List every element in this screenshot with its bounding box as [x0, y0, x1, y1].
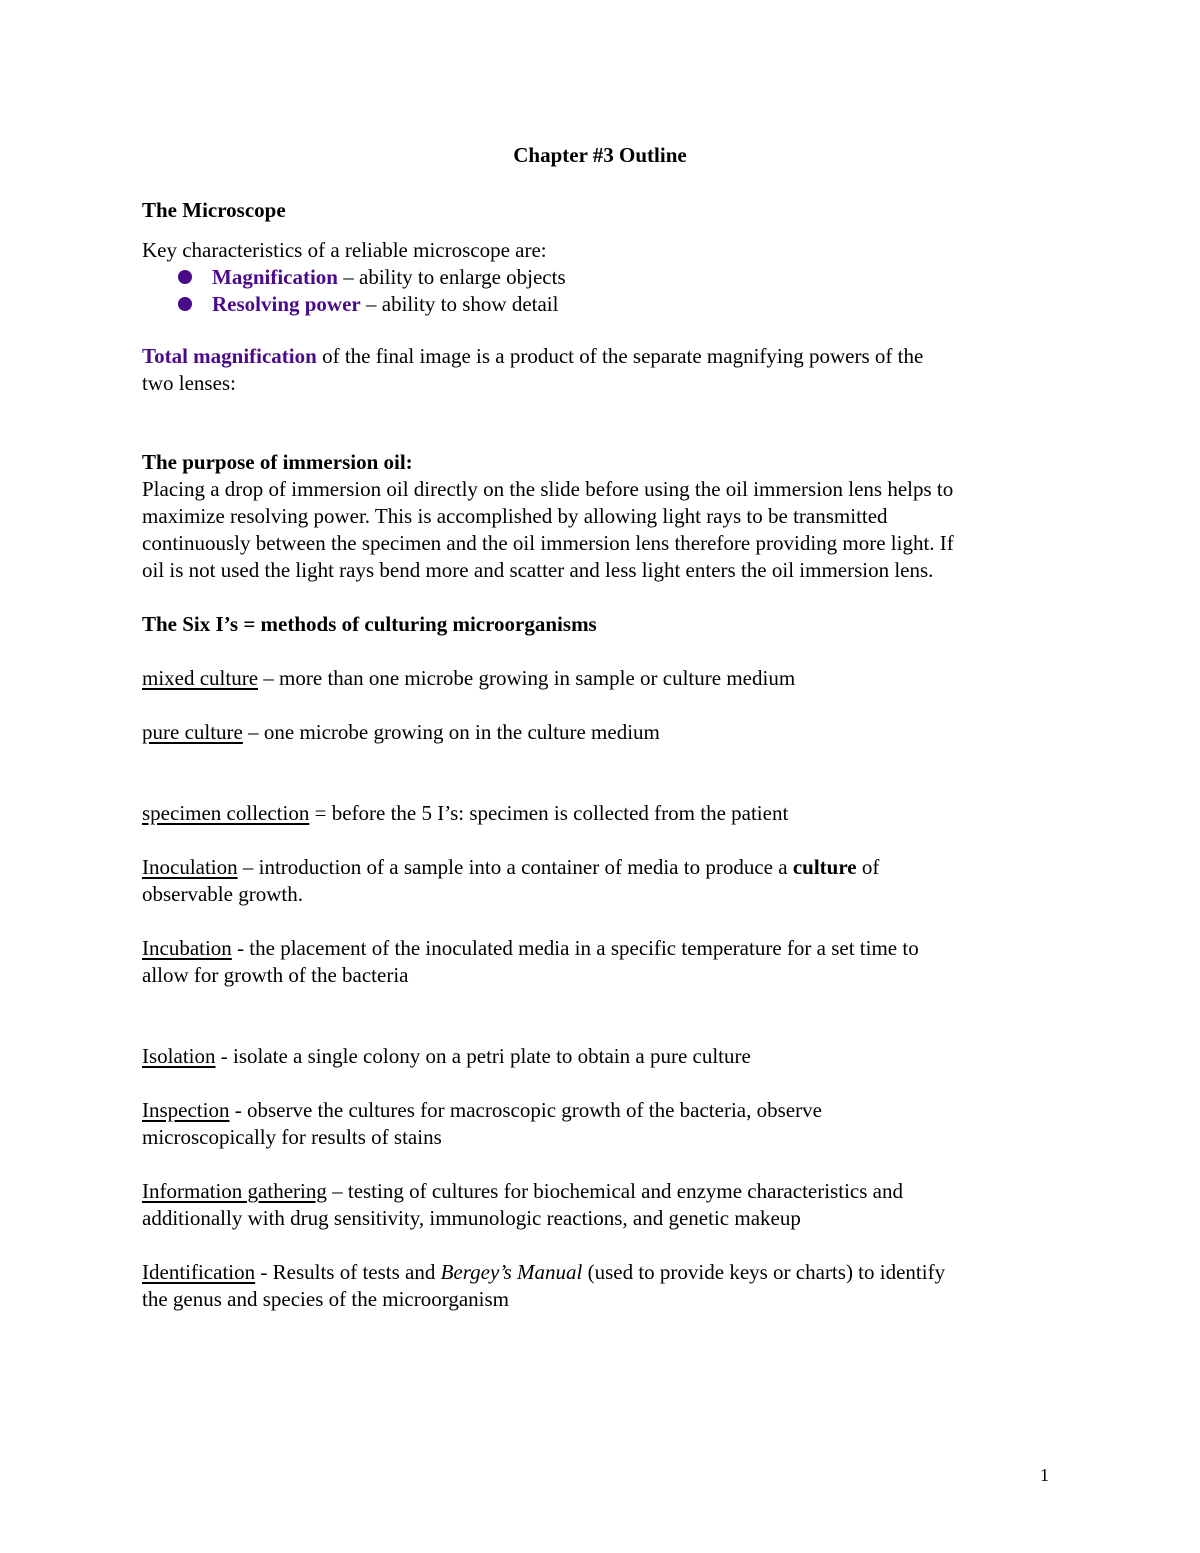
definition-identification-line2: the genus and species of the microorganism — [142, 1287, 510, 1311]
bullet-icon — [178, 297, 192, 311]
definition-term: pure culture — [142, 720, 243, 744]
definition-term: Incubation — [142, 936, 232, 960]
definition-incubation-line2: allow for growth of the bacteria — [142, 963, 409, 987]
definition-term: Inoculation — [142, 855, 238, 879]
six-is-heading: The Six I’s = methods of culturing microorganisms — [142, 612, 597, 636]
definition-term: Identification — [142, 1260, 256, 1284]
page-number: 1 — [1040, 1465, 1049, 1485]
bullet-item-resolving-power — [142, 291, 1072, 318]
microscope-intro: Key characteristics of a reliable microscope are: — [142, 238, 547, 262]
bullet-item-magnification — [142, 264, 1072, 291]
definition-term: specimen collection — [142, 801, 310, 825]
microscope-heading: The Microscope — [142, 198, 286, 222]
total-magnification-line2: two lenses: — [142, 371, 236, 395]
bullet-term: Magnification — [212, 265, 338, 289]
immersion-line: maximize resolving power. This is accomplished by allowing light rays to be transmitted — [142, 504, 888, 528]
definition-term: mixed culture — [142, 666, 259, 690]
definition-inspection-line2: microscopically for results of stains — [142, 1125, 442, 1149]
manual-title: Bergey’s Manual — [440, 1260, 583, 1284]
definition-inoculation-line2: observable growth. — [142, 882, 303, 906]
definition-mixed-culture: mixed culture – more than one microbe growing in sample or culture medium — [142, 666, 796, 690]
definition-inoculation: Inoculation – introduction of a sample into a container of media to produce a culture of — [142, 855, 880, 879]
bullet-icon — [178, 270, 192, 284]
immersion-line: continuously between the specimen and the oil immersion lens therefore providing more light. If — [142, 531, 954, 555]
definition-term: Isolation — [142, 1044, 216, 1068]
definition-isolation: Isolation - isolate a single colony on a petri plate to obtain a pure culture — [142, 1044, 751, 1068]
page-title: Chapter #3 Outline — [513, 143, 687, 167]
definition-term: Inspection — [142, 1098, 230, 1122]
immersion-heading: The purpose of immersion oil: — [142, 450, 413, 474]
definition-information-gathering-line2: additionally with drug sensitivity, immunologic reactions, and genetic makeup — [142, 1206, 801, 1230]
bullet-term: Resolving power — [212, 292, 361, 316]
definition-identification: Identification - Results of tests and Bergey’s Manual (used to provide keys or charts) to identify — [142, 1260, 946, 1284]
definition-inspection: Inspection - observe the cultures for macroscopic growth of the bacteria, observe — [142, 1098, 822, 1122]
immersion-line: Placing a drop of immersion oil directly on the slide before using the oil immersion lens helps to — [142, 477, 954, 501]
definition-specimen-collection: specimen collection = before the 5 I’s: specimen is collected from the patient — [142, 801, 789, 825]
definition-pure-culture: pure culture – one microbe growing on in the culture medium — [142, 720, 660, 744]
total-magnification-term: Total magnification — [142, 344, 317, 368]
definition-information-gathering: Information gathering – testing of cultures for biochemical and enzyme characteristics and — [142, 1179, 903, 1203]
definition-term: Information gathering — [142, 1179, 327, 1203]
immersion-line: oil is not used the light rays bend more and scatter and less light enters the oil immersion lens. — [142, 558, 934, 582]
bullet-text: – ability to show detail — [360, 292, 559, 316]
bullet-text: – ability to enlarge objects — [338, 265, 566, 289]
total-magnification-line1: Total magnification of the final image is a product of the separate magnifying powers of the — [142, 344, 924, 368]
definition-incubation: Incubation - the placement of the inoculated media in a specific temperature for a set time to — [142, 936, 919, 960]
